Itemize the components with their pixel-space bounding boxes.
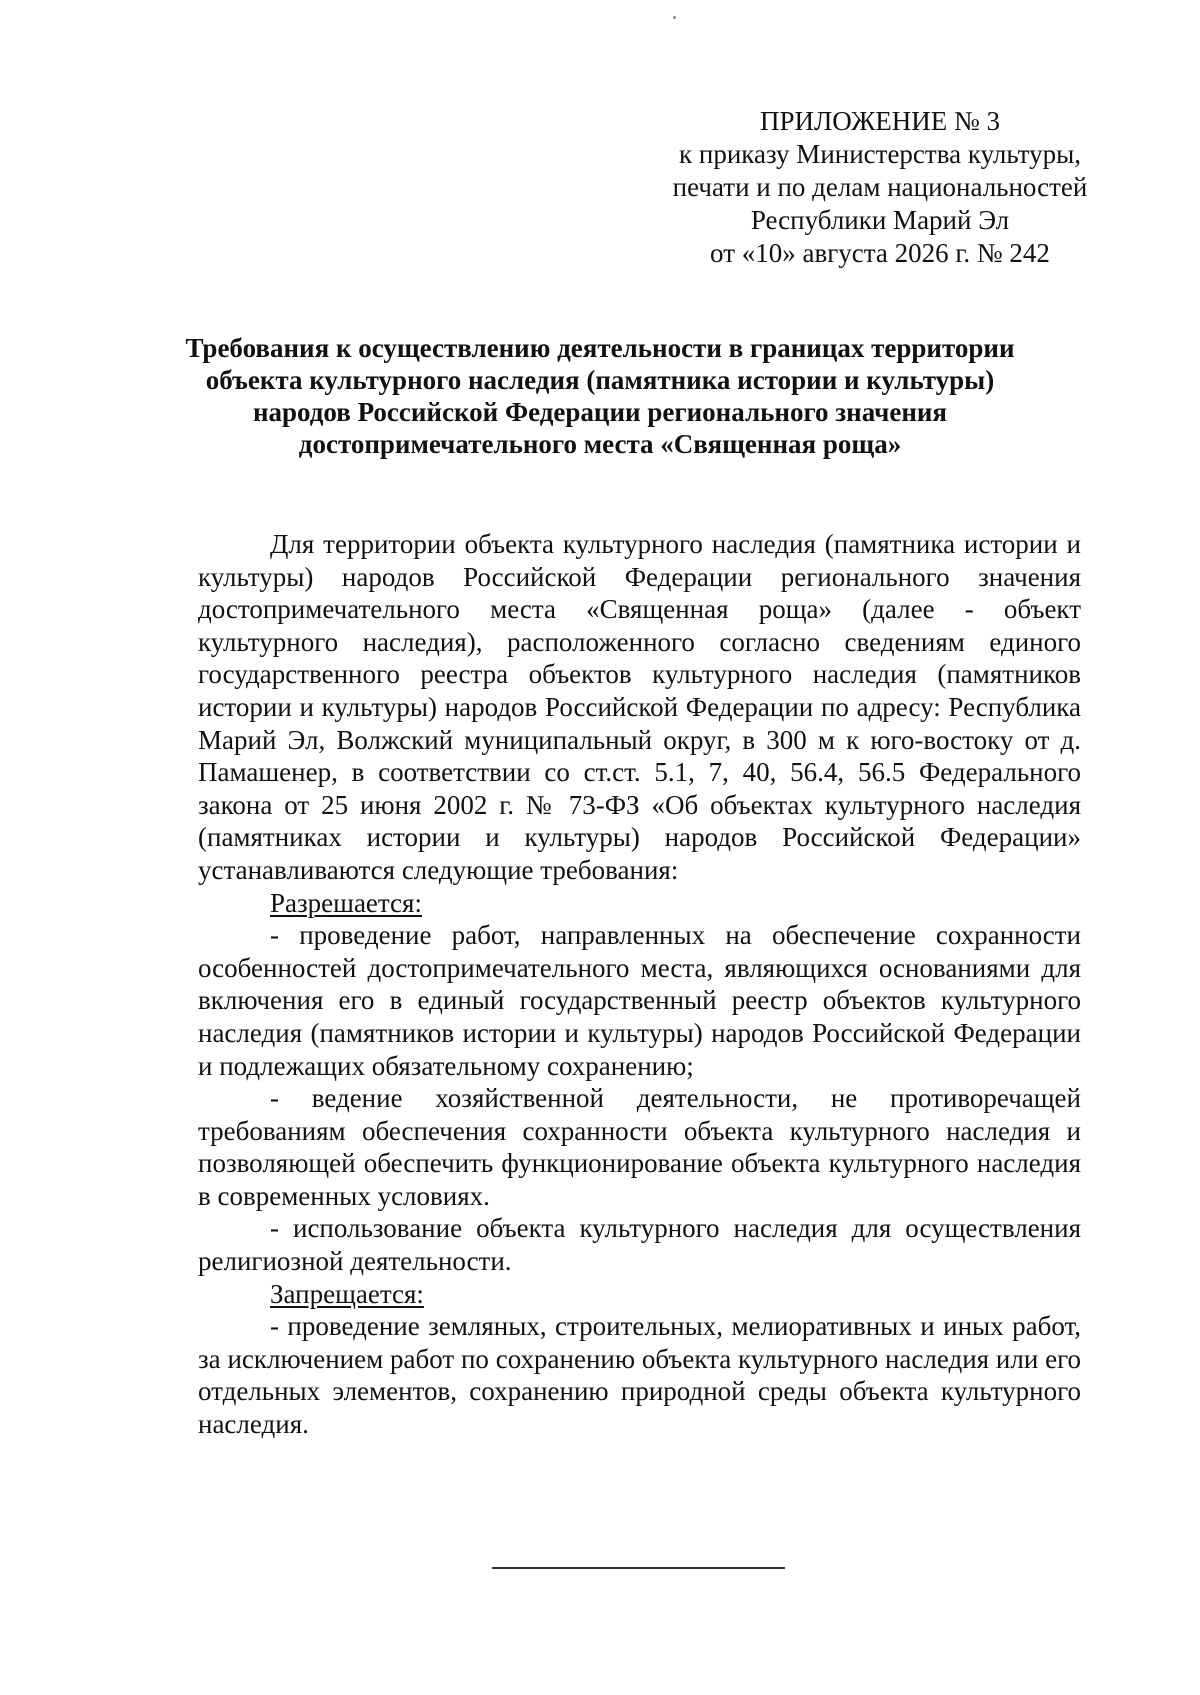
document-title xyxy=(150,332,1050,460)
allowed-heading: Разрешается: xyxy=(270,887,422,918)
appendix-number: ПРИЛОЖЕНИЕ № 3 xyxy=(759,106,1001,136)
document-body xyxy=(198,528,1081,1441)
order-date-number: от «10» августа 2026 г. № 242 xyxy=(710,238,1050,268)
allowed-item: - ведение хозяйственной деятельности, не противоречащей требованиям обеспечения сохранности объекта культурного наследия и позволяющей обеспечить функционирование объекта культурного наследия в современных условиях. xyxy=(198,1083,1081,1211)
republic-name-line: Республики Марий Эл xyxy=(750,205,1010,235)
title-line: народов Российской Федерации регионального значения xyxy=(252,397,948,427)
forbidden-item: - проведение земляных, строительных, мелиоративных и иных работ, за исключением работ по сохранению объекта культурного наследия или его отдельных элементов, сохранению природной среды объекта культурного наследия. xyxy=(198,1311,1081,1440)
scan-speck xyxy=(673,16,676,19)
title-line: Требования к осуществлению деятельности в границах территории xyxy=(185,333,1015,363)
closing-rule xyxy=(492,1567,785,1569)
title-line: достопримечательного места «Священная роща» xyxy=(298,429,902,459)
forbidden-heading: Запрещается: xyxy=(270,1278,424,1309)
allowed-item: - проведение работ, направленных на обеспечение сохранности особенностей достопримечательного места, являющихся основаниями для включения его в единый государственный реестр объектов культурного наследия (памятников истории и культуры) народов Российской Федерации и подлежащих обязательному сохранению; xyxy=(198,920,1081,1081)
ministry-name-line: печати и по делам национальностей xyxy=(672,172,1088,202)
order-reference-line: к приказу Министерства культуры, xyxy=(679,139,1081,169)
intro-paragraph: Для территории объекта культурного наследия (памятника истории и культуры) народов Российской Федерации регионального значения достопримечательного места «Священная роща» (далее - объект культурного наследия), расположенного согласно сведениям единого государственного реестра объектов культурного наследия (памятников истории и культуры) народов Российской Федерации по адресу: Республика Марий Эл, Волжский муниципальный округ, в 300 м к юго-востоку от д. Памашенер, в соответствии со ст.ст. 5.1, 7, 40, 56.4, 56.5 Федерального закона от 25 июня 2002 г. № 73-ФЗ «Об объектах культурного наследия (памятниках истории и культуры) народов Российской Федерации» устанавливаются следующие требования: xyxy=(198,529,1081,885)
allowed-item: - использование объекта культурного наследия для осуществления религиозной деятельности. xyxy=(198,1213,1081,1277)
title-line: объекта культурного наследия (памятника истории и культуры) xyxy=(205,365,995,395)
appendix-header xyxy=(640,105,1120,270)
